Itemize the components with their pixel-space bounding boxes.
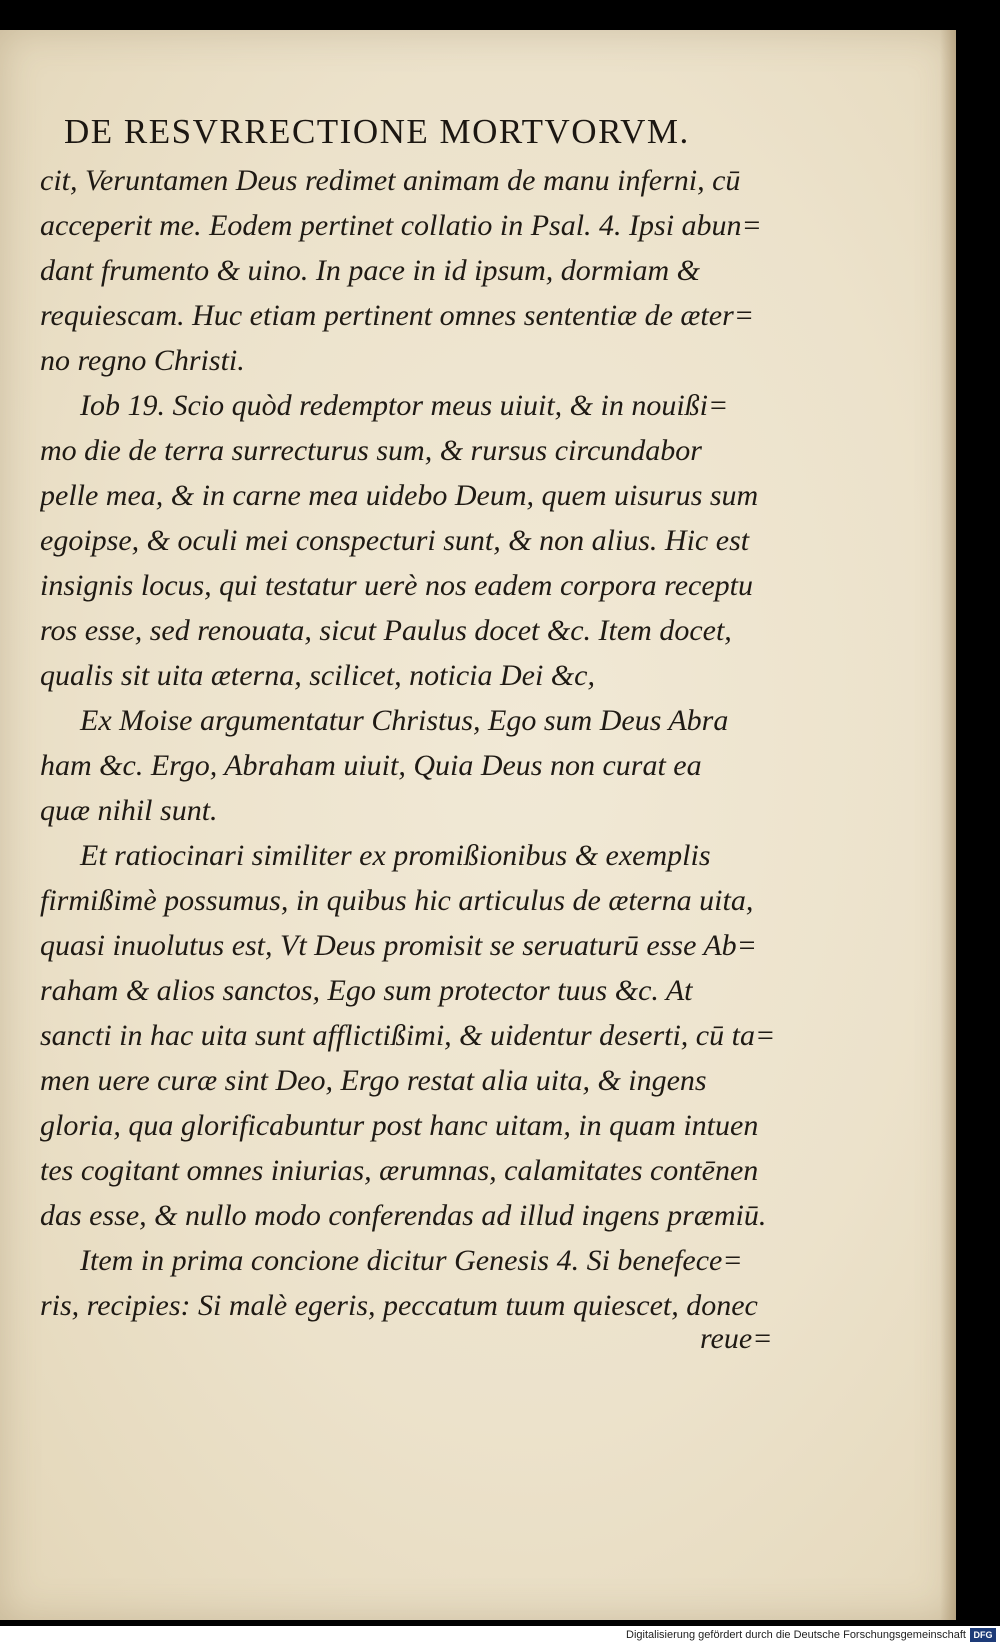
text-line: ris, recipies: Si malè egeris, peccatum tuum quiescet, donec [40,1289,758,1322]
body-text [40,158,800,1328]
text-line: Item in prima concione dicitur Genesis 4. Si benefece= [80,1244,743,1277]
catchword: reue= [700,1322,773,1355]
text-line: Et ratiocinari similiter ex promißionibus & exemplis [80,839,711,872]
text-line: das esse, & nullo modo conferendas ad illud ingens præmiū. [40,1199,767,1232]
text-line: requiescam. Huc etiam pertinent omnes sententiæ de æter= [40,299,754,332]
text-line: ros esse, sed renouata, sicut Paulus docet &c. Item docet, [40,614,732,647]
text-line: Iob 19. Scio quòd redemptor meus uiuit, & in nouißi= [80,389,729,422]
text-line: quæ nihil sunt. [40,794,218,827]
text-line: no regno Christi. [40,344,245,377]
text-line: pelle mea, & in carne mea uidebo Deum, quem uisurus sum [40,479,759,512]
text-line: acceperit me. Eodem pertinet collatio in Psal. 4. Ipsi abun= [40,209,762,242]
text-line: insignis locus, qui testatur uerè nos eadem corpora receptu [40,569,753,602]
text-line: gloria, qua glorificabuntur post hanc uitam, in quam intuen [40,1109,759,1142]
text-line: egoipse, & oculi mei conspecturi sunt, & non alius. Hic est [40,524,750,557]
text-line: dant frumento & uino. In pace in id ipsum, dormiam & [40,254,700,287]
text-line: ham &c. Ergo, Abraham uiuit, Quia Deus non curat ea [40,749,702,782]
text-line: qualis sit uita æterna, scilicet, noticia Dei &c, [40,659,595,692]
text-line: raham & alios sanctos, Ego sum protector tuus &c. At [40,974,693,1007]
dfg-logo: DFG [970,1628,996,1642]
text-line: men uere curæ sint Deo, Ergo restat alia uita, & ingens [40,1064,707,1097]
text-line: tes cogitant omnes iniurias, ærumnas, calamitates contēnen [40,1154,759,1187]
text-line: firmißimè possumus, in quibus hic articulus de æterna uita, [40,884,754,917]
running-head: DE RESVRRECTIONE MORTVORVM. [64,112,690,151]
text-line: quasi inuolutus est, Vt Deus promisit se seruaturū esse Ab= [40,929,757,962]
page-edge [940,30,956,1620]
footer-credit: Digitalisierung gefördert durch die Deutsche Forschungsgemeinschaft [626,1629,966,1641]
text-line: Ex Moise argumentatur Christus, Ego sum Deus Abra [80,704,729,737]
text-line: sancti in hac uita sunt afflictißimi, & uidentur deserti, cū ta= [40,1019,776,1052]
text-line: mo die de terra surrecturus sum, & rursus circundabor [40,434,702,467]
text-line: cit, Veruntamen Deus redimet animam de manu inferni, cū [40,164,741,197]
